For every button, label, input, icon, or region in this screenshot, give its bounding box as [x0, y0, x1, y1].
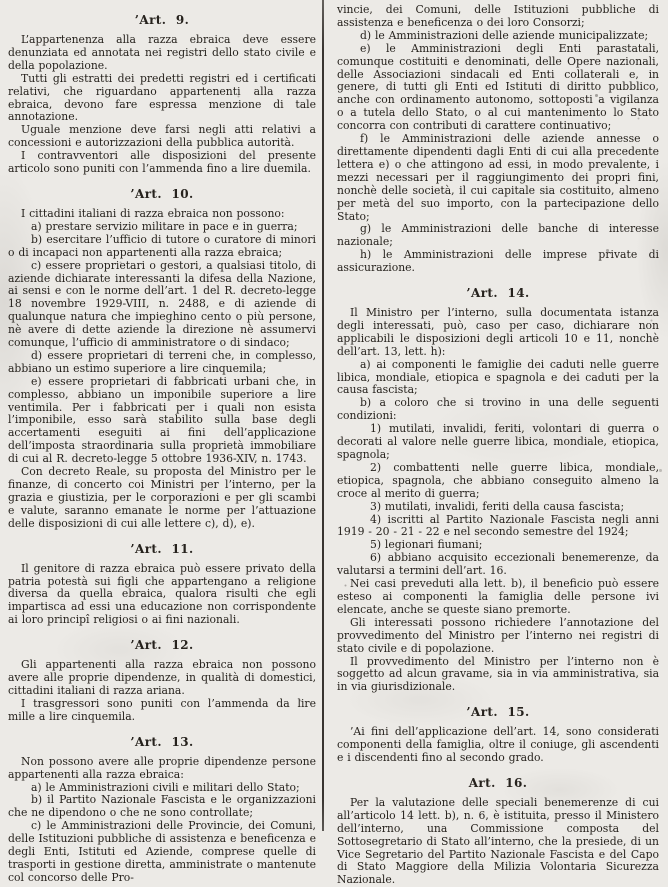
paragraph: 6) abbiano acquisito eccezionali benemerenze, da valutarsi a termini dell’art. 16.	[337, 551, 659, 578]
article-heading: ’Art. 15.	[466, 705, 530, 720]
paragraph: a) ai componenti le famiglie dei caduti nelle guerre libica, mondiale, etiopica e spagnola e dei caduti per la causa fascista;	[337, 357, 659, 397]
column-divider-rule	[322, 0, 324, 831]
article-heading: ’Art. 9.	[134, 13, 190, 27]
paragraph: Nei casi preveduti alla lett. b), il beneficio può essere esteso ai componenti la famiglia delle persone ivi elencate, anche se queste siano premorte.	[337, 577, 659, 616]
paragraph: b) il Partito Nazionale Fascista e le organizzazioni che ne dipendono o che ne sono controllate;	[8, 793, 316, 820]
paragraph: Non possono avere alle proprie dipendenze persone appartenenti alla razza ebraica:	[8, 754, 316, 781]
paragraph: I trasgressori sono puniti con l’ammenda da lire mille a lire cinquemila.	[8, 696, 316, 723]
paragraph: Uguale menzione deve farsi negli atti relativi a concessioni e autorizzazioni della pubblica autorità.	[8, 123, 316, 150]
paragraph: 5) legionari fiumani;	[370, 538, 483, 552]
paragraph: h) le Amministrazioni delle imprese private di assicurazione.	[337, 248, 659, 275]
paragraph: Tutti gli estratti dei predetti registri ed i certificati relativi, che riguardano appartenenti alla razza ebraica, devono fare espressa menzione di tale annotazione.	[8, 71, 316, 124]
paragraph: c) essere proprietari o gestori, a qualsiasi titolo, di aziende dichiarate interessanti la difesa della Nazione, ai sensi e con le norme dell’art. 1 del R. decreto-legge 18 novembre 1929-VIII, n. 2488, e di aziende di qualunque natura che impieghino cento o più persone, nè avere di dette aziende la direzione nè assumervi comunque, l’ufficio di amministratore o di sindaco;	[8, 258, 316, 350]
paragraph: a) le Amministrazioni civili e militari dello Stato;	[31, 780, 300, 794]
article-heading: ’Art. 11.	[130, 541, 194, 556]
article-heading: ’Art. 14.	[466, 286, 530, 301]
article-heading: ’Art. 10.	[130, 186, 194, 201]
paragraph: Il Ministro per l’interno, sulla documentata istanza degli interessati, può, caso per caso, dichiarare non applicabili le disposizioni degli articoli 10 e 11, nonchè dell’art. 13, lett. h):	[337, 306, 659, 358]
paragraph: 1) mutilati, invalidi, feriti, volontari di guerra o decorati al valore nelle guerre libica, mondiale, etiopica, spagnola;	[337, 422, 659, 461]
paragraph: g) le Amministrazioni delle banche di interesse nazionale;	[337, 222, 659, 249]
left-column	[8, 0, 316, 884]
paragraph: c) le Amministrazioni delle Provincie, dei Comuni, delle Istituzioni pubbliche di assistenza e beneficenza e degli Enti, Istituti ed Aziende, comprese quelle di trasporti in gestione diretta, amministrate o mantenute col concorso delle Pro-	[8, 819, 316, 884]
paragraph: ’Ai fini dell’applicazione dell’art. 14, sono considerati componenti della famiglia, oltre il coniuge, gli ascendenti e i discendenti fino al secondo grado.	[337, 725, 659, 765]
paragraph: Con decreto Reale, su proposta del Ministro per le finanze, di concerto coi Ministri per l’interno, per la grazia e giustizia, per le corporazioni e per gli scambi e valute, saranno emanate le norme per l’attuazione delle disposizioni di cui alle lettere c), d), e).	[8, 465, 316, 530]
paragraph: b) a coloro che si trovino in una delle seguenti condizioni:	[337, 396, 659, 423]
paragraph: e) essere proprietari di fabbricati urbani che, in complesso, abbiano un imponibile superiore a lire ventimila. Per i fabbricati per i quali non esista l’imponibile, esso sarà stabilito sulla base degli accertamenti eseguiti ai fini dell’applicazione dell’imposta straordinaria sulla proprietà immobiliare di cui al R. decreto-legge 5 ottobre 1936-XIV, n. 1743.	[8, 374, 316, 466]
paragraph: 2) combattenti nelle guerre libica, mondiale, etiopica, spagnola, che abbiano conseguito almeno la croce al merito di guerra;	[337, 460, 659, 500]
article-heading: ’Art. 12.	[130, 638, 194, 653]
scan-noise	[0, 0, 1, 1]
paragraph: I cittadini italiani di razza ebraica non possono:	[21, 206, 285, 220]
paragraph: Per la valutazione delle speciali benemerenze di cui all’articolo 14 lett. b), n. 6, è istituita, presso il Ministero dell’interno, una Commissione composta del Sottosegretario di Stato all’interno, che la presiede, di un Vice Segretario del Partito Nazionale Fascista e del Capo di Stato Maggiore della Milizia Volontaria Sicurezza Nazionale.	[337, 795, 659, 887]
paragraph: vincie, dei Comuni, delle Istituzioni pubbliche di assistenza e beneficenza o dei loro Consorzi;	[337, 3, 659, 29]
paragraph: Il provvedimento del Ministro per l’interno non è soggetto ad alcun gravame, sia in via amministrativa, sia in via giurisdizionale.	[337, 654, 659, 694]
paragraph: Gli interessati possono richiedere l’annotazione del provvedimento del Ministro per l’interno nei registri di stato civile e di popolazione.	[337, 615, 659, 655]
article-heading: Art. 16.	[468, 775, 528, 790]
paragraph: d) essere proprietari di terreni che, in complesso, abbiano un estimo superiore a lire cinquemila;	[8, 348, 316, 375]
paragraph: 4) iscritti al Partito Nazionale Fascista negli anni 1919 - 20 - 21 - 22 e nel secondo semestre del 1924;	[337, 512, 659, 539]
paragraph: 3) mutilati, invalidi, feriti della causa fascista;	[370, 499, 625, 513]
paragraph: d) le Amministrazioni delle aziende municipalizzate;	[360, 28, 649, 42]
paragraph: f) le Amministrazioni delle aziende annesse o direttamente dipendenti dagli Enti di cui alla precedente lettera e) o che attingono ad essi, in modo prevalente, i mezzi necessari per il raggiungimento dei propri fini, nonchè delle società, il cui capitale sia costituito, almeno per metà del suo importo, con la partecipazione dello Stato;	[337, 132, 659, 223]
paragraph: Gli appartenenti alla razza ebraica non possono avere alle proprie dipendenze, in qualità di domestici, cittadini italiani di razza ariana.	[8, 658, 316, 697]
paragraph: e) le Amministrazioni degli Enti parastatali, comunque costituiti e denominati, delle Opere nazionali, delle Associazioni sindacali ed Enti collaterali e, in genere, di tutti gli Enti ed Istituti di diritto pubblico, anche con ordinamento autonomo, sottoposti a vigilanza o a tutela dello Stato, o al cui mantenimento lo Stato concorra con contributi di carattere continuativo;	[337, 41, 659, 133]
paragraph: b) esercitare l’ufficio di tutore o curatore di minori o di incapaci non appartenenti alla razza ebraica;	[8, 232, 316, 259]
article-heading: ’Art. 13.	[130, 734, 194, 749]
paragraph: L’appartenenza alla razza ebraica deve essere denunziata ed annotata nei registri dello stato civile e della popolazione.	[8, 33, 316, 72]
paragraph: Il genitore di razza ebraica può essere privato della patria potestà sui figli che appartengano a religione diversa da quella ebraica, qualora risulti che egli impartisca ad essi una educazione non corrispondente ai loro principî religiosi o ai fini nazionali.	[8, 561, 316, 627]
paragraph: I contravventori alle disposizioni del presente articolo sono puniti con l’ammenda fino a lire duemila.	[8, 149, 316, 176]
right-column	[337, 0, 659, 887]
paragraph: a) prestare servizio militare in pace e in guerra;	[31, 219, 298, 233]
